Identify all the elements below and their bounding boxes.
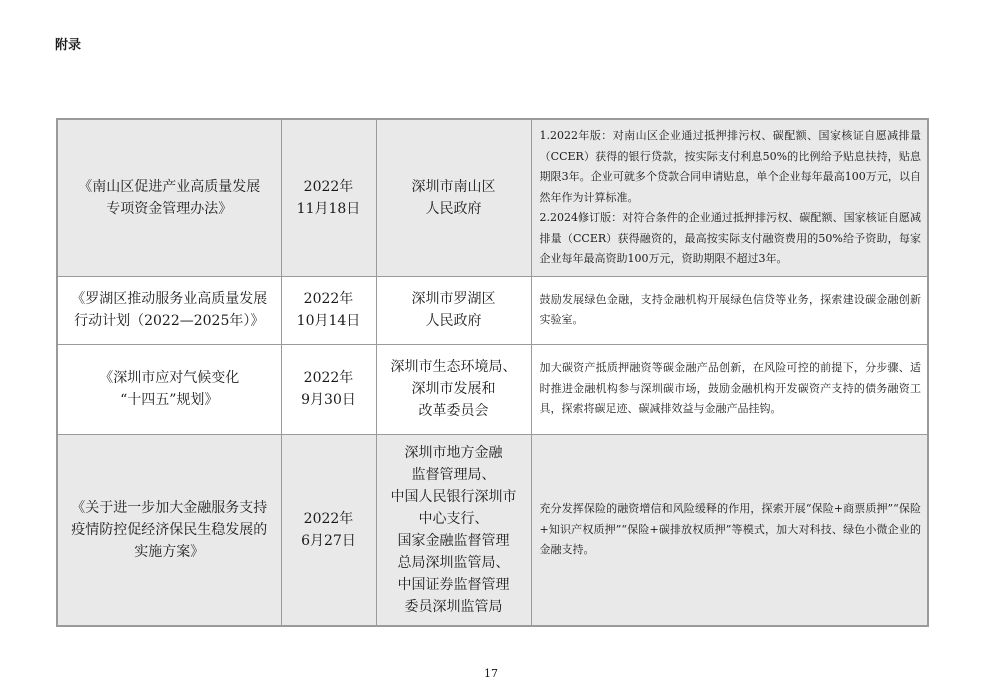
- issuer-line: 国家金融监督管理: [397, 532, 510, 549]
- issuer-line: 人民政府: [425, 200, 482, 217]
- policy-name-cell: [57, 434, 281, 626]
- issue-date-line: 2022年: [303, 178, 354, 195]
- table-row: [57, 276, 928, 344]
- issue-date-line: 11月18日: [296, 200, 361, 217]
- issue-date-line: 9月30日: [301, 392, 356, 408]
- issuer-line: 总局深圳监管局、: [397, 554, 510, 571]
- issuer-line: 深圳市发展和: [411, 381, 496, 397]
- issuer-cell: [376, 434, 531, 626]
- description-paragraph: 鼓励发展绿色金融，支持金融机构开展绿色信贷等业务，探索建设碳金融创新实验室。: [539, 292, 921, 326]
- issuer-line: 深圳市地方金融: [404, 444, 503, 461]
- policy-name-cell: [57, 119, 281, 276]
- page-number: 17: [484, 667, 498, 680]
- description-paragraph: 充分发挥保险的融资增信和风险缓释的作用，探索开展“保险+商票质押”“保险+知识产权质押”“保险+碳排放权质押”等模式，加大对科技、绿色小微企业的金融支持。: [539, 502, 921, 556]
- issue-date-cell: [281, 434, 376, 626]
- policy-name-cell: [57, 276, 281, 344]
- issuer-line: 监督管理局、: [411, 466, 496, 483]
- description-cell: [531, 344, 928, 434]
- issuer-cell: [376, 276, 531, 344]
- issuer-line: 中心支行、: [418, 510, 489, 527]
- issuer-cell: [376, 344, 531, 434]
- policy-name-line: “十四五”规划》: [120, 392, 219, 408]
- issuer-line: 深圳市南山区: [411, 178, 496, 195]
- section-title: 附录: [55, 38, 82, 53]
- issuer-line: 中国人民银行深圳市: [390, 488, 517, 505]
- issuer-line: 人民政府: [425, 313, 482, 329]
- issuer-cell: [376, 119, 531, 276]
- description-paragraph: 加大碳资产抵质押融资等碳金融产品创新，在风险可控的前提下，分步骤、适时推进金融机构参与深圳碳市场，鼓励金融机构开发碳资产支持的债务融资工具，探索将碳足迹、碳减排效益与金融产品挂钩。: [539, 361, 921, 416]
- description-cell: [531, 276, 928, 344]
- issue-date-cell: [281, 276, 376, 344]
- issue-date-line: 2022年: [303, 370, 354, 386]
- policy-name-line: 《罗湖区推动服务业高质量发展: [71, 291, 268, 307]
- policy-name-line: 《关于进一步加大金融服务支持: [71, 499, 268, 516]
- issuer-line: 深圳市生态环境局、: [390, 359, 517, 375]
- policy-table: [56, 118, 929, 627]
- policy-name-line: 《南山区促进产业高质量发展: [78, 178, 261, 195]
- policy-name-cell: [57, 344, 281, 434]
- issuer-line: 改革委员会: [418, 403, 489, 419]
- policy-name-line: 疫情防控促经济保民生稳发展的: [71, 521, 268, 538]
- policy-name-line: 行动计划（2022—2025年）》: [74, 313, 265, 329]
- table-row: [57, 119, 928, 276]
- issue-date-cell: [281, 119, 376, 276]
- policy-name-line: 实施方案》: [134, 543, 205, 560]
- policy-name-line: 专项资金管理办法》: [106, 200, 233, 217]
- description-paragraph: 2.2024修订版：对符合条件的企业通过抵押排污权、碳配额、国家核证自愿减排量（CCER）获得融资的，最高按实际支付融资费用的50%给予资助，每家企业每年最高资助100万元，资助期限不超过3年。: [539, 211, 921, 265]
- table-row: [57, 434, 928, 626]
- issue-date-line: 2022年: [303, 510, 354, 527]
- issue-date-line: 6月27日: [301, 532, 356, 549]
- issue-date-cell: [281, 344, 376, 434]
- policy-name-line: 《深圳市应对气候变化: [99, 370, 240, 386]
- description-cell: [531, 119, 928, 276]
- issuer-line: 深圳市罗湖区: [411, 291, 496, 307]
- issue-date-line: 2022年: [303, 291, 354, 307]
- table-row: [57, 344, 928, 434]
- description-cell: [531, 434, 928, 626]
- description-paragraph: 1.2022年版：对南山区企业通过抵押排污权、碳配额、国家核证自愿减排量（CCER）获得的银行贷款，按实际支付利息50%的比例给予贴息扶持，贴息期限3年。企业可就多个贷款合同申请贴息，单个企业每年最高100万元，以自然年作为计算标准。: [539, 129, 921, 204]
- issuer-line: 委员深圳监管局: [404, 598, 503, 615]
- issue-date-line: 10月14日: [296, 313, 361, 329]
- issuer-line: 中国证券监督管理: [397, 576, 510, 593]
